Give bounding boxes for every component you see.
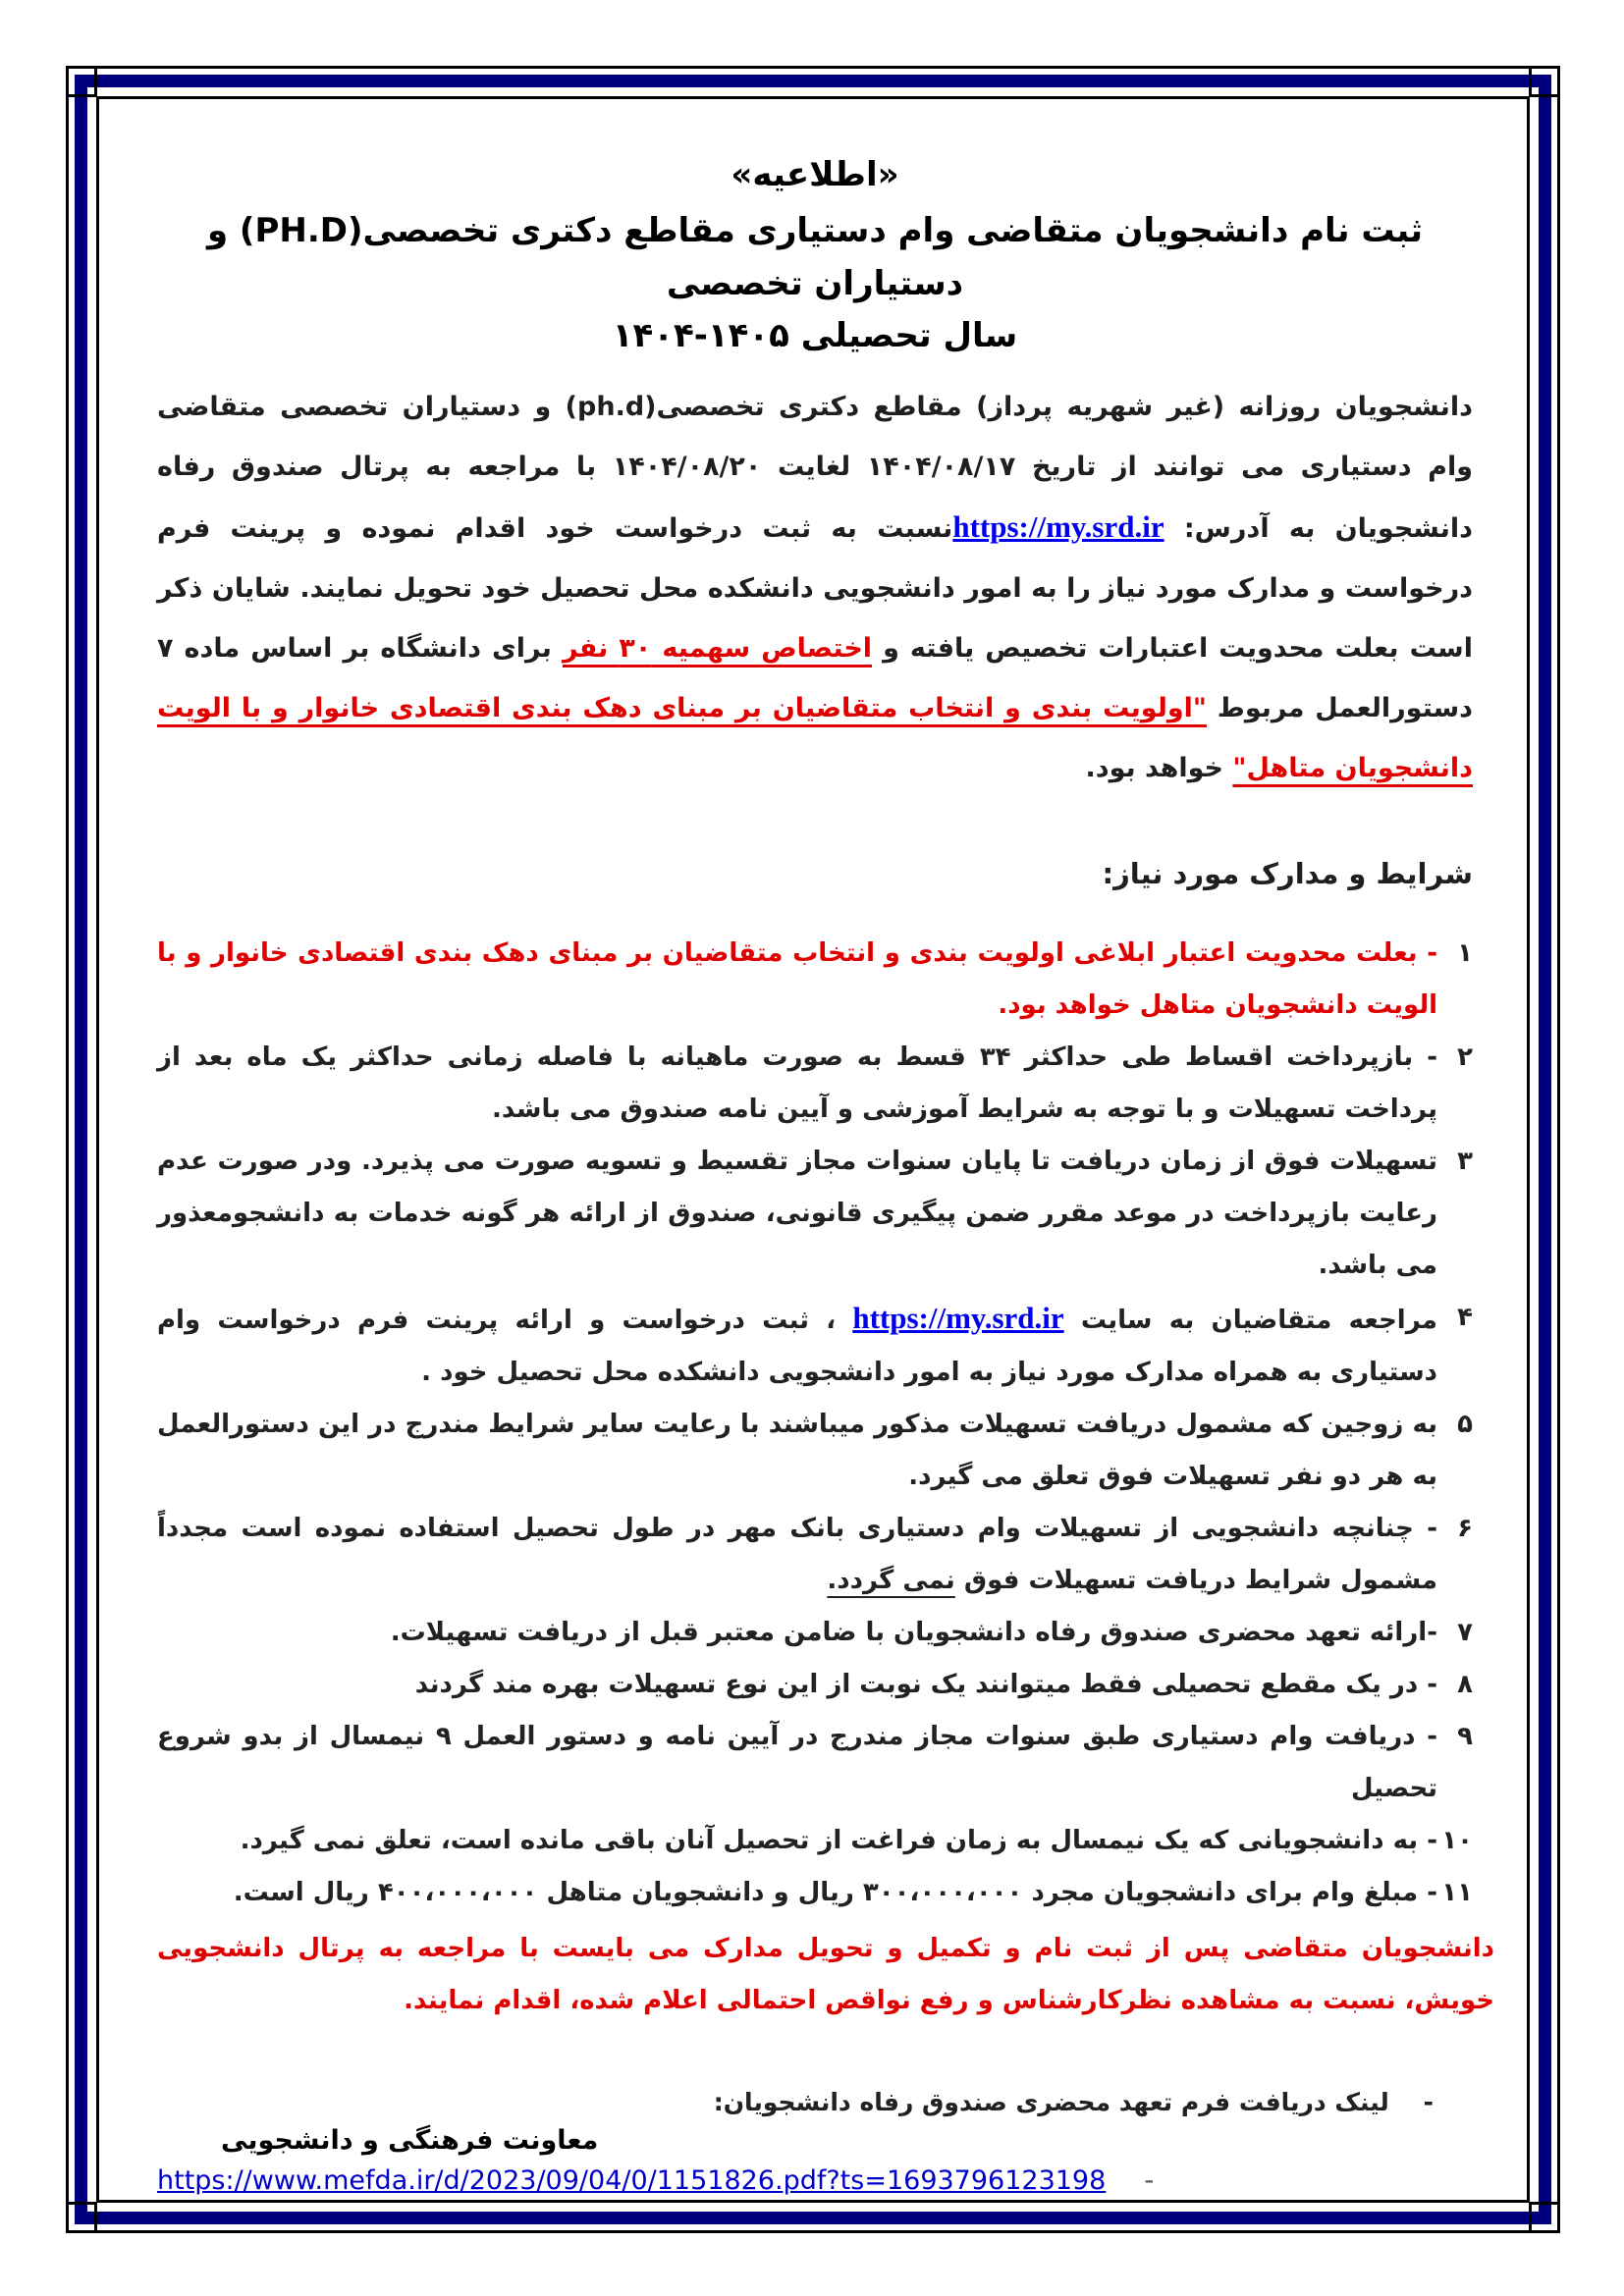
condition-number: ۳ [1457,1147,1473,1176]
condition-item [157,1399,1473,1503]
condition-text: تسهیلات فوق از زمان دریافت تا پایان سنوات مجاز تقسیط و تسویه صورت می پذیرد. ودر صورت عدم رعایت بازپرداخت در موعد مقرر ضمن پیگیری قانونی، صندوق از ارائه هر گونه خدمات به دانشجومعذور می باشد. [157,1147,1437,1280]
condition-number: ۹ [1457,1722,1473,1751]
intro-text: خواهد بود. [1085,753,1233,783]
condition-text: - مبلغ وام برای دانشجویان مجرد ۳۰۰،۰۰۰،۰۰۰ ریال و دانشجویان متاهل ۴۰۰،۰۰۰،۰۰۰ ریال است. [233,1878,1437,1907]
conditions-list [157,928,1473,1919]
portal-review-note: دانشجویان متقاضی پس از ثبت نام و تکمیل و تحویل مدارک می بایست با مراجعه به پرتال دانشجویی خویش، نسبت به مشاهده نظرکارشناس و رفع نواقص احتمالی اعلام شده، اقدام نمایند. [157,1934,1494,2015]
condition-number: ۴ [1457,1303,1473,1332]
condition-item [157,928,1473,1032]
priority-highlight: "اولویت بندی و انتخاب متقاضیان بر مبنای دهک بندی اقتصادی خانوار و با الویت دانشجویان متاهل" [157,693,1473,783]
condition-text [157,1292,1437,1399]
condition-item [157,1503,1473,1607]
condition-number: ۵ [1457,1410,1473,1439]
condition-item [157,1292,1473,1399]
signature: معاونت فرهنگی و دانشجویی [221,2125,599,2156]
conditions-heading: شرایط و مدارک مورد نیاز: [1102,857,1473,890]
condition-item [157,1711,1473,1815]
condition-text: - به دانشجویانی که یک نیمسال به زمان فراغت از تحصیل آنان باقی مانده است، تعلق نمی گیرد. [240,1826,1437,1855]
condition-number: ۱۱ [1441,1878,1473,1907]
academic-year: سال تحصیلی ۱۴۰۵-۱۴۰۴ [612,316,1018,355]
announcement-page [157,147,1494,2196]
condition-text: - بازپرداخت اقساط طی حداکثر ۳۴ قسط به صورت ماهیانه با فاصله زمانی حداکثر یک ماه بعد از پرداخت تسهیلات و با توجه به شرایط آموزشی و آیین نامه صندوق می باشد. [157,1042,1438,1124]
border-corner-ornament [1529,66,1560,97]
condition-text: - در یک مقطع تحصیلی فقط میتوانند یک نوبت از این نوع تسهیلات بهره مند گردند [414,1670,1437,1699]
condition-item [157,1867,1473,1919]
condition-text: - دریافت وام دستیاری طبق سنوات مجاز مندرج در آیین نامه و دستور العمل ۹ نیمسال از بدو شروع تحصیل [157,1722,1437,1803]
border-corner-ornament [1529,2202,1560,2233]
bullet-dash: - [1144,2163,1155,2196]
condition-number: ۱۰ [1441,1826,1473,1855]
intro-text: نسبت به ثبت درخواست خود اقدام نموده و پرینت فرم درخواست و مدارک مورد نیاز را به امور دانشجویی دانشکده محل تحصیل خود تحویل نمایند. شایان ذکر است بعلت محدویت اعتبارات تخصیص یافته و [157,513,1473,664]
condition-item [157,1032,1473,1136]
condition-number: ۶ [1457,1514,1473,1543]
condition-item [157,1607,1473,1659]
intro-paragraph [157,377,1473,798]
intro-text: دانشجویان روزانه (غیر شهریه پرداز) مقاطع دکتری تخصصی(ph.d) و دستیاران تخصصی متقاضی وام دستیاری می توانند از تاریخ ۱۴۰۴/۰۸/۱۷ لغایت ۱۴۰۴/۰۸/۲۰ با مراجعه به پرتال صندوق رفاه دانشجویان به آدرس: [157,392,1474,544]
bullet-dash: - [1423,2088,1434,2116]
condition-text: به زوجین که مشمول دریافت تسهیلات مذکور میباشند با رعایت سایر شرایط مندرج در این دستورالعمل به هر دو نفر تسهیلات فوق تعلق می گیرد. [157,1410,1437,1491]
condition-number: ۸ [1457,1670,1473,1699]
condition-text-part: ، ثبت درخواست و ارائه پرینت فرم درخواست وام دستیاری به همراه مدارک مورد نیاز به امور دانشجویی دانشکده محل تحصیل خود . [157,1306,1437,1387]
intro-text: برای دانشگاه بر اساس ماده ۷ دستورالعمل مربوط [157,633,1473,723]
border-corner-ornament [66,2202,97,2233]
condition-number: ۷ [1457,1618,1473,1647]
announcement-subtitle: ثبت نام دانشجویان متقاضی وام دستیاری مقاطع دکتری تخصصی(PH.D) و دستیاران تخصصی [206,211,1424,303]
download-label-text: لینک دریافت فرم تعهد محضری صندوق رفاه دانشجویان: [713,2088,1389,2116]
download-link-row [157,2163,1473,2196]
pledge-form-download-link[interactable]: https://www.mefda.ir/d/2023/09/04/0/1151826.pdf?ts=1693796123198 [157,2165,1107,2196]
srd-site-link[interactable]: https://my.srd.ir [852,1301,1064,1335]
condition-item [157,1659,1473,1711]
condition-item [157,1136,1473,1292]
condition-text: -ارائه تعهد محضری صندوق رفاه دانشجویان با ضامن معتبر قبل از دریافت تسهیلات. [390,1618,1437,1647]
condition-text-part: مراجعه متقاضیان به سایت [1063,1306,1437,1335]
condition-text-part: - چنانچه دانشجویی از تسهیلات وام دستیاری بانک مهر در طول تحصیل استفاده نموده است مجدداً مشمول شرایط دریافت تسهیلات فوق [157,1514,1437,1595]
condition-number: ۱ [1457,938,1473,968]
border-corner-ornament [66,66,97,97]
underlined-phrase: نمی گردد. [827,1566,955,1595]
condition-text: - بعلت محدویت اعتبار ابلاغی اولویت بندی و انتخاب متقاضیان بر مبنای دهک بندی اقتصادی خانوار و با الویت دانشجویان متاهل خواهد بود. [157,938,1437,1020]
srd-portal-link[interactable]: https://my.srd.ir [952,509,1164,544]
download-label [157,2088,1434,2116]
announcement-title: «اطلاعیه» [731,155,899,194]
condition-text [157,1503,1437,1607]
condition-item [157,1815,1473,1867]
condition-number: ۲ [1457,1042,1473,1072]
quota-highlight: اختصاص سهمیه ۳۰ نفر [562,633,873,664]
